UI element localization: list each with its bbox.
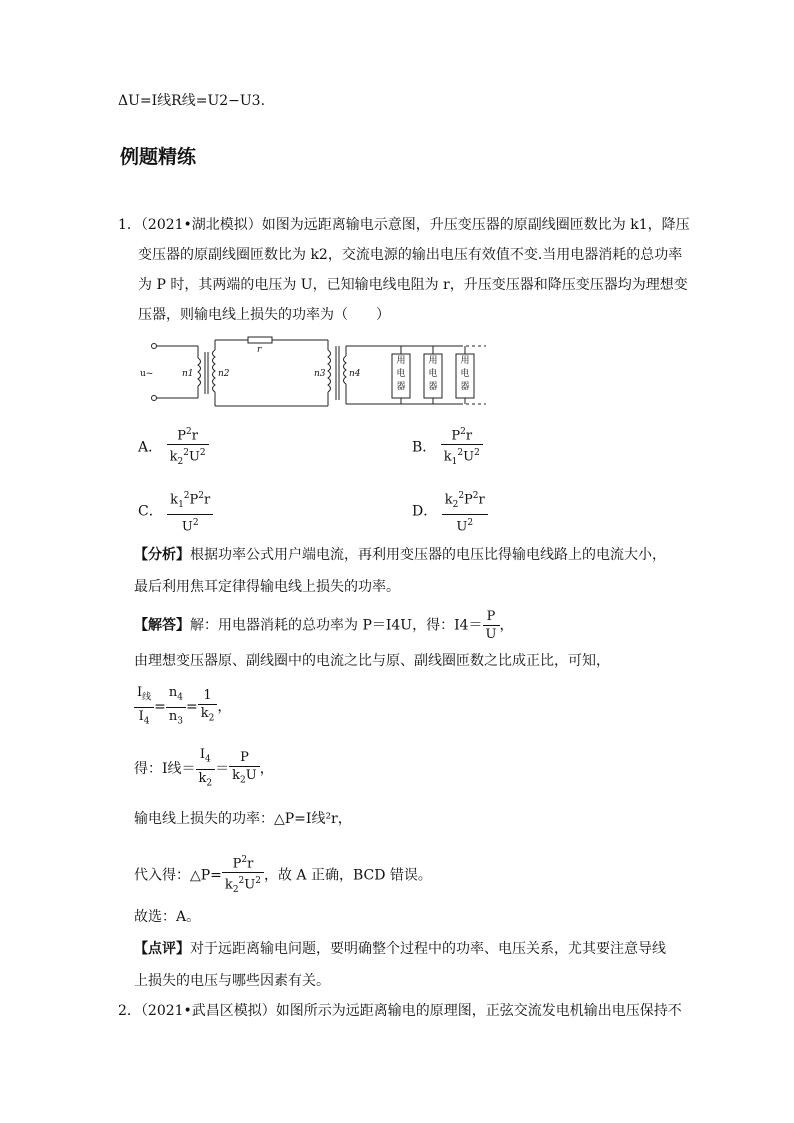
section-title: 例题精练 (120, 146, 197, 168)
comment-tag: 【点评】 (134, 941, 190, 957)
load-2-label: 用电器 (428, 356, 438, 392)
solution-text-1: 解：用电器消耗的总功率为 P＝I4U，得：I4＝ (190, 617, 483, 634)
analysis-line-2: 最后利用焦耳定律得输电线上损失的功率。 (134, 579, 400, 595)
solution-line-1: 【解答】解：用电器消耗的总功率为 P＝I4U，得：I4＝ $\frac{P}{U}$ ， (134, 609, 514, 642)
n3-label: n3 (314, 369, 326, 379)
q1-line-3: 为 P 时，其两端的电压为 U，已知输电线电阻为 r，升压变压器和降压变压器均为理想变 (138, 277, 688, 293)
analysis-line-1 (134, 540, 666, 570)
resistor-label: r (257, 345, 262, 355)
option-c[interactable] (138, 488, 213, 535)
current-ratio-formula: $\frac{I_线}{I_4}$ = $\frac{n_4}{n_3}$ = $\frac{1}{k_2}$ ， (134, 684, 231, 730)
subst-suffix: ，故 A 正确，BCD 错误。 (263, 867, 432, 884)
n2-label: n2 (218, 369, 230, 379)
power-loss-formula: 输电线上损失的功率：△P=I线²r， (134, 811, 352, 827)
q1-line-2: 变压器的原副线圈匝数比为 k2，交流电源的输出电压有效值不变.当用电器消耗的总功率 (138, 247, 683, 263)
option-d-formula: $\frac{k_2^2P^2r}{U^2}$ (442, 488, 488, 535)
i4-fraction: $\frac{P}{U}$ (483, 608, 500, 643)
solution-tag: 【解答】 (134, 617, 190, 634)
option-d-label: D． (412, 503, 438, 520)
subst-prefix: 代入得：△P= (134, 867, 222, 884)
comment-line-1 (134, 934, 666, 964)
analysis-text-1: 根据功率公式用户端电流，再利用变压器的电压比得输电线路上的电流大小， (190, 547, 666, 563)
answer-line: 故选：A。 (134, 909, 201, 925)
n1-label: n1 (182, 369, 194, 379)
option-b-formula: $\frac{P^2r}{k_1^2U^2}$ (441, 424, 483, 471)
n4-label: n4 (349, 369, 361, 379)
option-a-label: A． (138, 439, 163, 456)
option-a[interactable] (138, 424, 209, 471)
line-current-prefix: 得：I线＝ (134, 761, 196, 778)
transmission-circuit-diagram (138, 336, 498, 412)
comment-line-2: 上损失的电压与哪些因素有关。 (134, 973, 330, 989)
option-a-formula: $\frac{P^2r}{k_2^2U^2}$ (167, 424, 209, 471)
transmission-loss-voltage-formula: ΔU=I线R线=U2−U3. (118, 93, 266, 109)
option-d[interactable] (412, 488, 488, 535)
solution-line-2: 由理想变压器原、副线圈中的电流之比与原、副线圈匝数之比成正比，可知， (134, 653, 610, 669)
source-label: u~ (140, 369, 154, 379)
q1-line-1: 1．（2021•湖北模拟）如图为远距离输电示意图，升压变压器的原副线圈匝数比为 k1，降压 (118, 217, 690, 233)
load-3-label: 用电器 (460, 356, 470, 392)
option-c-formula: $\frac{k_1^2P^2r}{U^2}$ (167, 488, 213, 535)
option-b[interactable] (412, 424, 483, 471)
substitution-formula: 代入得：△P= $\frac{P^2r}{k_2^2U^2}$ ，故 A 正确，BCD 错误。 (134, 852, 432, 899)
q2-line-1: 2．（2021•武昌区模拟）如图所示为远距离输电的原理图，正弦交流发电机输出电压保持不 (118, 1003, 682, 1019)
option-c-label: C． (138, 503, 163, 520)
option-b-label: B． (412, 439, 437, 456)
analysis-tag: 【分析】 (134, 547, 190, 563)
comment-text-1: 对于远距离输电问题，要明确整个过程中的功率、电压关系，尤其要注意导线 (190, 941, 666, 957)
load-1-label: 用电器 (396, 356, 406, 392)
line-current-formula: 得：I线＝ $\frac{I_4}{k_2}$ ＝ $\frac{P}{k_2U}$ ， (134, 747, 274, 789)
q1-line-4: 压器，则输电线上损失的功率为（ ） (138, 307, 390, 323)
